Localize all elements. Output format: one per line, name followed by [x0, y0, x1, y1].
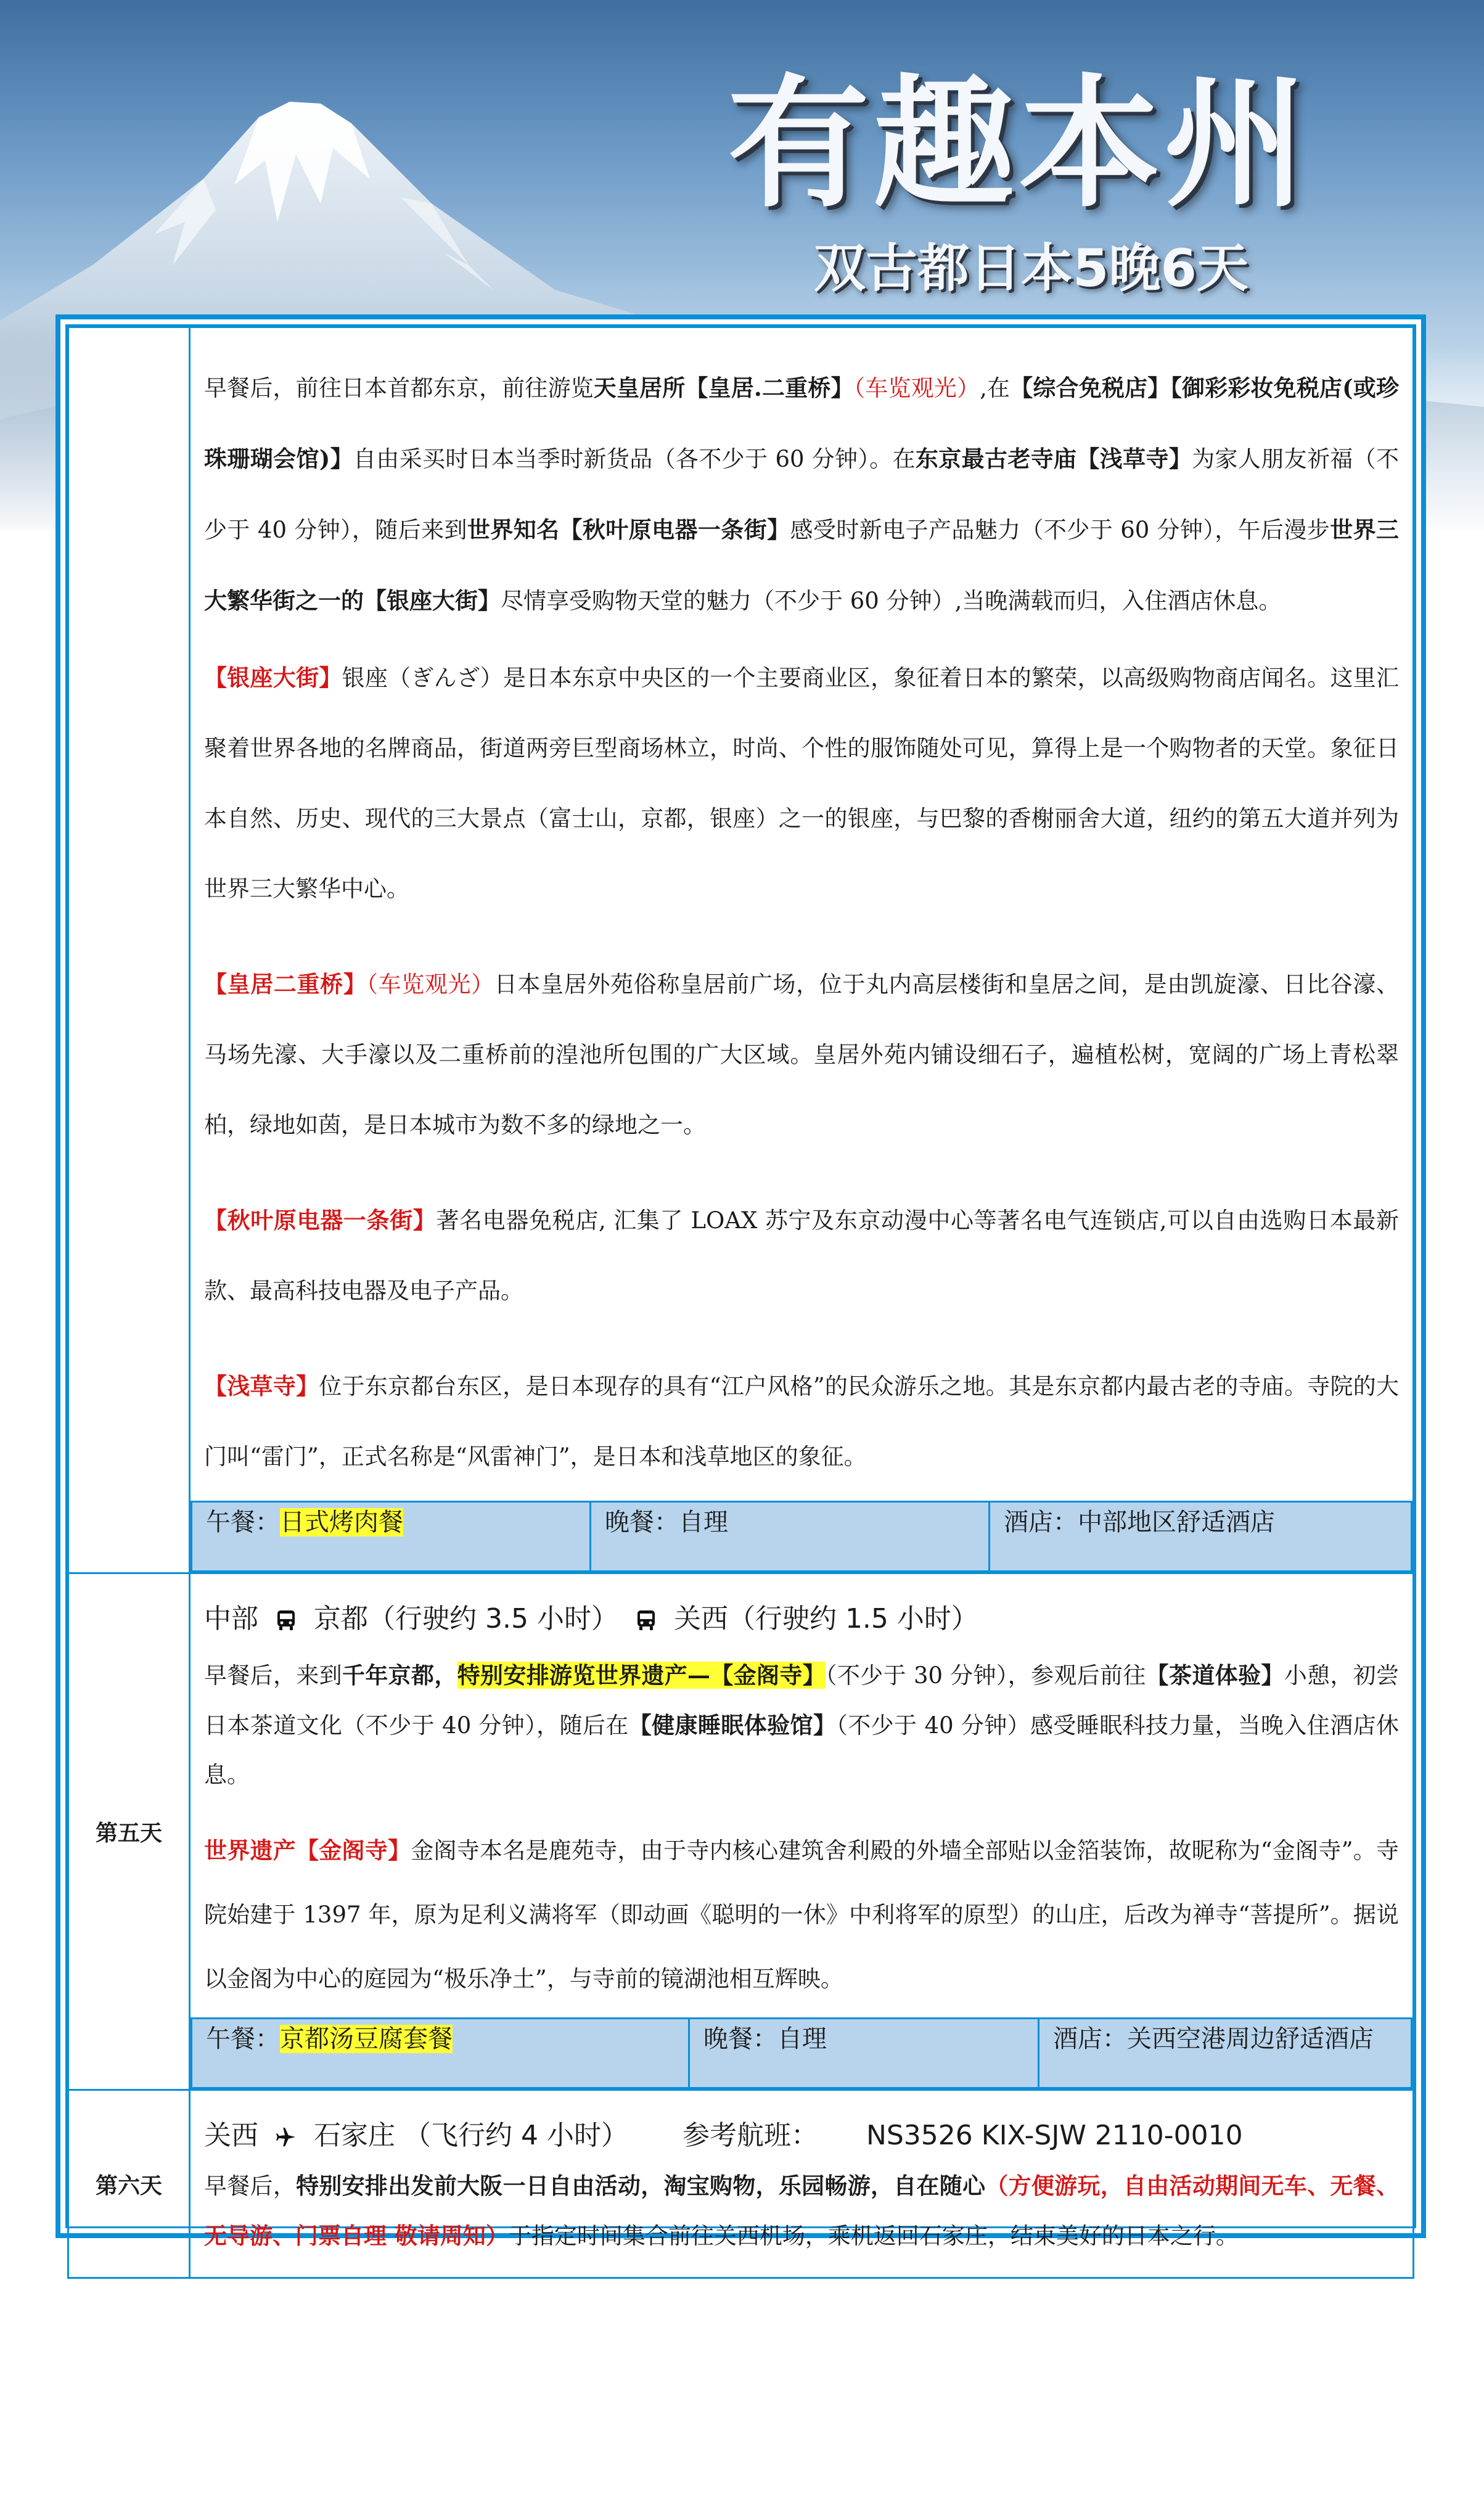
day5-meals-row [191, 2017, 1412, 2089]
text-span: 银座（ぎんざ）是日本东京中央区的一个主要商业区，象征着日本的繁荣，以高级购物商店闻名。这里汇聚着世界各地的名牌商品，街道两旁巨型商场林立，时尚、个性的服饰随处可见，算得上是一个购物者的天堂。象征日本自然、历史、现代的三大景点（富士山，京都，银座）之一的银座，与巴黎的香榭丽舍大道，纽约的第五大道并列为世界三大繁华中心。 [204, 665, 1399, 902]
day4-content-cell [190, 327, 1414, 1573]
main-title: 有趣本州 [728, 62, 1310, 227]
text-span: 小憩，初尝日本茶道文化（不少于 40 分钟），随后在 [204, 1662, 1400, 1739]
text-span: 于指定时间集合前往关西机场，乘机返回石家庄，结束美好的日本之行。 [508, 2223, 1239, 2249]
text-span: 早餐后，前往日本首都东京，前往游览 [204, 375, 594, 401]
red-heading: 【浅草寺】 [204, 1372, 319, 1400]
bold-span: 东京最古老寺庙【浅草寺】 [915, 445, 1192, 472]
spacer [204, 1492, 1399, 1501]
itinerary-frame [55, 314, 1426, 2249]
lunch-value: 京都汤豆腐套餐 [280, 2025, 453, 2053]
highlight-span: 特别安排游览世界遗产—【金阁寺】 [457, 1662, 826, 1689]
day4-lunch [192, 1502, 591, 1572]
bold-span: 【综合免税店】【御彩彩妆免税店(或珍珠珊瑚会馆)】 [204, 374, 1399, 472]
bus-icon [276, 1609, 297, 1631]
day6-content [191, 2091, 1412, 2277]
day6-content-cell [190, 2090, 1414, 2278]
day6-route [204, 2091, 1399, 2161]
day6-row [68, 2090, 1414, 2278]
day5-route [204, 1574, 1399, 1651]
day4-day-cell [68, 327, 190, 1573]
route-origin: 中部 [204, 1603, 258, 1635]
itinerary-inner-frame [65, 324, 1416, 2249]
flight-label: 参考航班： [682, 2120, 818, 2151]
route-destination: 关西（行驶约 1.5 小时） [673, 1603, 978, 1635]
text-span: ,在 [980, 375, 1011, 401]
day5-intro-paragraph [204, 1651, 1399, 1800]
spacer [204, 1326, 1399, 1351]
airplane-icon [276, 2126, 297, 2148]
sensoji-paragraph [204, 1351, 1399, 1492]
ginza-paragraph [204, 642, 1399, 924]
day4-intro-paragraph [204, 353, 1399, 636]
itinerary-table [67, 326, 1414, 2279]
text-span: 早餐后，来到 [204, 1662, 343, 1689]
bold-span: 【茶道体验】 [1146, 1662, 1284, 1689]
spacer [204, 924, 1399, 949]
bold-span: 世界知名【秋叶原电器一条街】 [467, 516, 790, 543]
day5-content-cell [190, 1573, 1414, 2090]
day4-content [191, 328, 1412, 1501]
text-span: 为家人朋友祈福（不少于 40 分钟），随后来到 [204, 446, 1399, 543]
text-span: 自由采买时日本当季时新货品（各不少于 60 分钟）。在 [353, 446, 916, 472]
spacer [204, 2011, 1399, 2017]
spacer [204, 1160, 1399, 1185]
route-origin: 关西 [204, 2120, 258, 2151]
day4-content-row [68, 327, 1414, 1573]
akihabara-paragraph [204, 1185, 1399, 1326]
text-span: 尽情享受购物天堂的魅力（不少于 60 分钟）,当晚满载而归，入住酒店休息。 [501, 588, 1282, 614]
red-heading: 世界遗产【金阁寺】 [204, 1837, 411, 1864]
subtitle: 双古都日本5晚6天 [814, 238, 1248, 298]
red-span: （车览观光） [366, 971, 494, 998]
bold-span: 千年京都， [342, 1662, 457, 1689]
day6-label: 第六天 [68, 2090, 190, 2278]
lunch-label: 午餐： [206, 1508, 280, 1536]
red-heading: 【银座大街】 [204, 664, 342, 691]
text-span: （不少于 30 分钟），参观后前往 [826, 1662, 1146, 1689]
bus-icon [636, 1609, 657, 1631]
day4-hotel: 酒店：中部地区舒适酒店 [990, 1502, 1412, 1572]
flight-number: NS3526 KIX-SJW 2110-0010 [866, 2120, 1243, 2151]
day5-hotel: 酒店：关西空港周边舒适酒店 [1039, 2019, 1412, 2088]
text-span: 日本皇居外苑俗称皇居前广场，位于丸内高层楼街和皇居之间，是由凯旋濠、日比谷濠、马场先濠、大手濠以及二重桥前的湟池所包围的广大区域。皇居外苑内铺设细石子，遍植松树，宽阔的广场上青松翠柏，绿地如茵，是日本城市为数不多的绿地之一。 [204, 971, 1400, 1138]
text-span: 感受时新电子产品魅力（不少于 60 分钟），午后漫步 [790, 517, 1330, 543]
spacer [204, 636, 1399, 642]
bold-span: 特别安排出发前大阪一日自由活动，淘宝购物，乐园畅游，自在随心 [296, 2172, 986, 2199]
day4-meals-row [191, 1501, 1412, 1572]
route-stop: 京都（行驶约 3.5 小时） [314, 1603, 618, 1635]
bold-span: 世界三大繁华街之一的【银座大街】 [204, 516, 1400, 614]
day5-row [68, 1573, 1414, 2090]
text-span: （不少于 40 分钟）感受睡眠科技力量，当晚入住酒店休息。 [204, 1712, 1400, 1788]
day5-lunch [192, 2019, 689, 2088]
text-span: 著名电器免税店, 汇集了 LOAX 苏宁及东京动漫中心等著名电气连锁店,可以自由选购日本最新款、最高科技电器及电子产品。 [204, 1207, 1399, 1304]
text-span: 位于东京都台东区，是日本现存的具有“江户风格”的民众游乐之地。其是东京都内最古老的寺庙。寺院的大门叫“雷门”，正式名称是“风雷神门”，是日本和浅草地区的象征。 [204, 1373, 1399, 1470]
bold-span: 【健康睡眠体验馆】 [628, 1712, 837, 1739]
red-heading: 【皇居二重桥】 [204, 970, 367, 998]
lunch-label: 午餐： [206, 2025, 280, 2053]
day5-content [191, 1574, 1412, 2017]
route-destination: 石家庄 （飞行约 4 小时） [314, 2120, 628, 2151]
day6-paragraph [204, 2161, 1399, 2261]
text-span: 早餐后， [204, 2173, 297, 2199]
lunch-value: 日式烤肉餐 [280, 1508, 403, 1536]
red-heading: 【秋叶原电器一条街】 [204, 1207, 437, 1234]
spacer [204, 1800, 1399, 1818]
title-block [728, 62, 1344, 301]
day5-label: 第五天 [68, 1573, 190, 2090]
red-notice: （方便游玩，自由活动期间无车、无餐、无导游、门票自理 敬请周知） [204, 2172, 1400, 2249]
red-span: （车览观光） [853, 375, 980, 401]
day4-dinner: 晚餐：自理 [591, 1502, 990, 1572]
kinkakuji-paragraph [204, 1818, 1399, 2011]
day5-dinner: 晚餐：自理 [689, 2019, 1039, 2088]
imperial-palace-paragraph [204, 949, 1399, 1160]
text-span: 金阁寺本名是鹿苑寺，由于寺内核心建筑舍利殿的外墙全部贴以金箔装饰，故昵称为“金阁寺”。寺院始建于 1397 年，原为足利义满将军（即动画《聪明的一休》中利将军的原型）的山庄，后改为禅寺“菩提所”。据说以金阁为中心的庭园为“极乐净土”，与寺前的镜湖池相互辉映。 [204, 1837, 1399, 1992]
bold-span: 天皇居所【皇居.二重桥】 [593, 374, 854, 401]
